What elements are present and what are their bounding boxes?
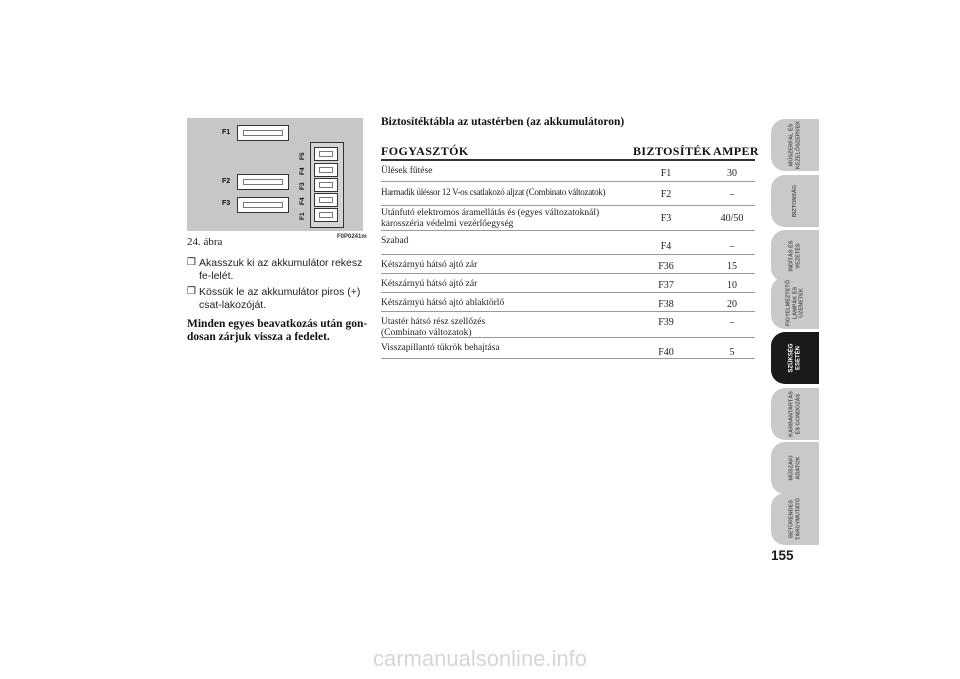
list-item [187, 257, 367, 282]
cell-fuse: F2 [660, 189, 672, 200]
column-header-fuse: BIZTOSÍTÉK [633, 144, 712, 158]
tab-dashboard-controls[interactable] [771, 119, 819, 171]
cell-amp: 20 [727, 299, 737, 310]
tab-technical-data[interactable] [771, 442, 819, 494]
table-row [381, 206, 755, 231]
tab-label: SZÜKSÉG ESETÉN [788, 343, 801, 373]
cell-consumer: Visszapillantó tükrök behajtása [381, 343, 500, 353]
figure-code: F0P0241m [337, 234, 367, 240]
table-title: Biztosítéktábla az utastérben (az akkumulátoron) [381, 116, 625, 128]
tab-label: FIGYELMEZTETŐ LÁMPÁK ÉS ÜZENETEK [785, 279, 805, 327]
cell-amp: 40/50 [720, 213, 744, 224]
checkbox-bullet-icon: ❒ [187, 257, 196, 268]
tab-warning-lights[interactable] [771, 277, 819, 329]
tab-starting-driving[interactable] [771, 230, 819, 282]
cell-consumer: Kétszárnyú hátsó ajtó zár [381, 260, 478, 270]
warning-note: Minden egyes beavatkozás után gon-dosan zárjuk vissza a fedelet. [187, 318, 368, 343]
list-item [187, 286, 367, 311]
fuse-f3-shape [237, 197, 289, 213]
list-item-text: Kössük le az akkumulátor piros (+) csat-lakozóját. [199, 286, 361, 311]
column-header-amp: AMPER [713, 144, 759, 158]
checkbox-bullet-icon: ❒ [187, 286, 196, 297]
list-item-text: Akasszuk ki az akkumulátor rekesz fe-lelét. [199, 257, 363, 282]
cell-amp: 10 [727, 280, 737, 291]
cell-amp: 30 [727, 168, 737, 179]
cell-fuse: F3 [660, 213, 672, 224]
fig-vlabel: F5 [299, 152, 306, 160]
table-row [381, 182, 755, 206]
tab-label: BETŰRENDES TÁRGYMUTATÓ [788, 498, 801, 540]
cell-consumer: Ülések fűtése [381, 166, 433, 176]
fuse-box-diagram [187, 118, 363, 231]
instruction-list [187, 257, 367, 315]
tab-label: MŰSZAKI ADATOK [788, 455, 801, 481]
cell-consumer: Szabad [381, 236, 409, 246]
fig-label-f1: F1 [222, 129, 231, 136]
watermark: carmanualsonline.info [372, 646, 588, 671]
cell-consumer: Utánfutó elektromos áramellátás és (egyes változatoknál) karosszéria védelmi vezérlőegység [381, 208, 600, 229]
cell-amp: 15 [727, 261, 737, 272]
fuse-v3 [314, 178, 338, 192]
cell-amp: 5 [729, 347, 735, 358]
cell-fuse: F36 [658, 261, 674, 272]
cell-consumer: Harmadik üléssor 12 V-os csatlakozó aljzat (Combinato változatok) [381, 187, 606, 197]
cell-consumer: Kétszárnyú hátsó ajtó ablaktörlő [381, 298, 505, 308]
cell-fuse: F1 [660, 168, 672, 179]
fig-vlabel: F4 [299, 167, 306, 175]
fuse-v4 [314, 193, 338, 207]
cell-amp: – [729, 241, 735, 252]
table-row [381, 231, 755, 255]
fuse-f2-shape [237, 174, 289, 190]
cell-fuse: F37 [658, 280, 674, 291]
page-number: 155 [771, 548, 794, 563]
cell-fuse: F4 [660, 241, 672, 252]
cell-amp: – [729, 317, 735, 328]
fig-label-f3: F3 [222, 200, 231, 207]
table-row [381, 274, 755, 293]
cell-fuse: F40 [658, 347, 674, 358]
figure-caption: 24. ábra [187, 236, 223, 248]
cell-fuse: F38 [658, 299, 674, 310]
column-header-consumer: FOGYASZTÓK [381, 144, 469, 158]
fig-vlabel: F3 [299, 182, 306, 190]
tab-label: MŰSZERFAL ÉS KEZELŐSZERVEK [788, 120, 801, 170]
table-row [381, 161, 755, 182]
fig-label-f2: F2 [222, 178, 231, 185]
table-row [381, 312, 755, 338]
fuse-v1 [314, 147, 338, 161]
table-row [381, 293, 755, 312]
cell-fuse: F39 [658, 317, 674, 328]
cell-consumer: Kétszárnyú hátsó ajtó zár [381, 279, 478, 289]
fig-vlabel: F4 [299, 197, 306, 205]
tab-label: BIZTONSÁG [791, 184, 798, 218]
cell-consumer: Utastér hátsó rész szellőzés (Combinato változatok) [381, 317, 486, 338]
table-row [381, 338, 755, 359]
fig-vlabel: F1 [299, 212, 306, 220]
fuse-v2 [314, 163, 338, 177]
tab-index[interactable] [771, 493, 819, 545]
tab-label: KARBANTARTÁS ÉS GONDOZÁS [788, 391, 801, 437]
tab-maintenance[interactable] [771, 388, 819, 440]
tab-safety[interactable] [771, 175, 819, 227]
table-row [381, 255, 755, 274]
cell-amp: – [729, 189, 735, 200]
tab-label: INDÍTÁS ÉS VEZETÉS [788, 240, 801, 272]
fuse-v5 [314, 208, 338, 222]
fuse-f1-shape [237, 125, 289, 141]
tab-emergency[interactable] [771, 332, 819, 384]
